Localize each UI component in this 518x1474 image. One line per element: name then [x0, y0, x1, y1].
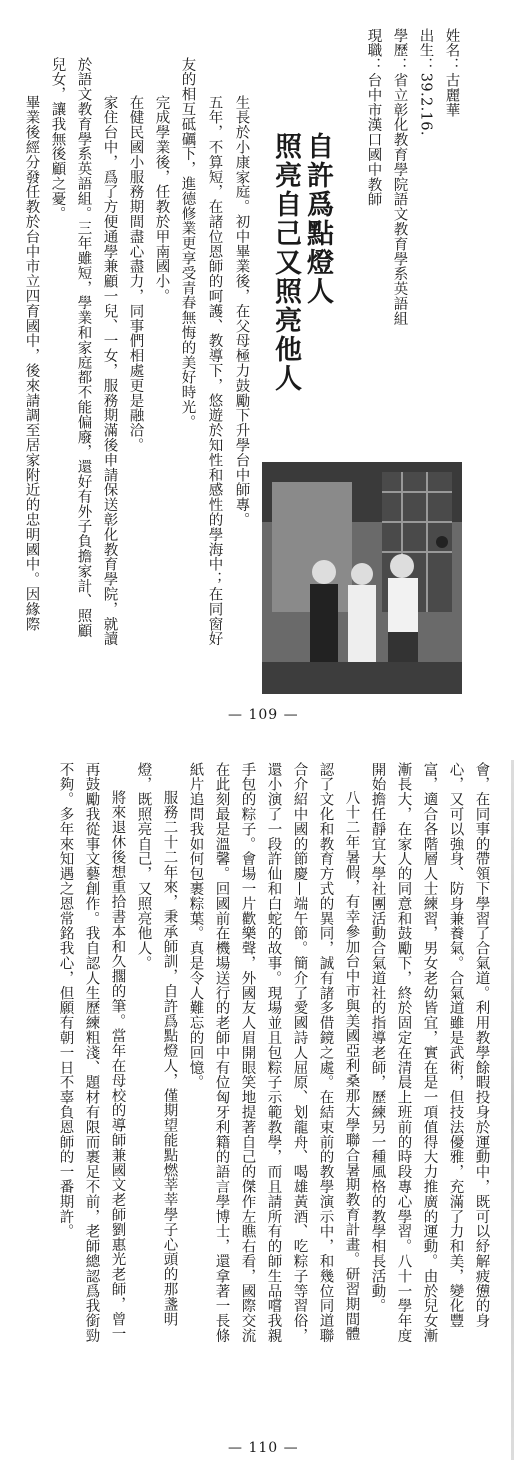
p109-body-col-8: 兒女，讓我無後顧之憂。 — [49, 57, 66, 221]
p110-col-15: 將來退休後想重拾書本和久擱的筆。當年在母校的導師兼國文老師劉惠光老師，曾一 — [109, 790, 126, 1342]
info-name: 姓名：古麗華 — [443, 28, 460, 118]
p109-body-col-1: 生長於小康家庭。初中畢業後，在父母極力鼓勵下升學台中師專。 — [233, 95, 250, 528]
p109-body-col-4: 完成學業後，任教於甲南國小。 — [153, 95, 170, 304]
p110-col-13: 服務二十二年來，秉承師訓，自許爲點燈人，僅期望能點燃莘莘學子心頭的那盞明 — [161, 790, 178, 1327]
p109-body-col-9: 畢業後經分發任教於台中市立四育國中，後來請調至居家附近的忠明國中。因緣際 — [23, 95, 40, 632]
info-current-job: 現職：台中市漢口國中教師 — [365, 28, 382, 207]
page-divider — [0, 740, 518, 741]
p109-body-col-6: 家住台中，爲了方便通學兼顧一兒、一女，服務期滿後申請保送彰化教育學院，就讀 — [101, 95, 118, 647]
p110-col-11: 在此刻最是溫馨。回國前在機場送行的老師中有位匈牙利籍的語言學博士，還拿著一長條 — [213, 762, 230, 1344]
photo-illustration — [262, 462, 462, 694]
p110-col-3: 富，適合各階層人士練習，男女老幼皆宜，實在是一項值得大力推廣的運動。由於兒女漸 — [421, 762, 438, 1344]
p110-col-6: 八十二年暑假，有幸參加台中市與美國亞利桑那大學聯合暑期教育計畫。研習期間體 — [343, 790, 360, 1342]
p110-col-14: 燈，既照亮自己，又照亮他人。 — [135, 762, 152, 971]
p109-body-col-5: 在健民國小服務期間盡心盡力，同事們相處更是融洽。 — [127, 95, 144, 453]
p110-col-16: 再鼓勵我從事文藝創作。我自認人生歷練粗淺、題材有限而裹足不前，老師總認爲我銜勁 — [83, 762, 100, 1344]
p110-col-7: 認了文化和教育方式的異同，誠有諸多借鏡之處。在結束前的教學演示中，和幾位同道聯 — [317, 762, 334, 1344]
p110-col-5: 開始擔任靜宜大學社團活動合氣道社的指導老師，歷練另一種風格的教學相長活動。 — [369, 762, 386, 1314]
p110-col-4: 漸長大，在家人的同意和鼓勵下，終於固定在清晨上班前的時段專心學習。八十一學年度 — [395, 762, 412, 1344]
p110-col-9: 還小演了一段許仙和白蛇的故事。現場並且包粽子示範教學，而且請所有的師生品嚐我親 — [265, 762, 282, 1344]
p110-col-17: 不夠。多年來知遇之恩常銘我心，但願有朝一日不辜負恩師的一番期許。 — [57, 762, 74, 1239]
page-number-109: — 109 — — [228, 707, 299, 723]
page-number-110: — 110 — — [228, 1440, 299, 1456]
p110-col-8: 合介紹中國的節慶—端午節。簡介了愛國詩人屈原、划龍舟、喝雄黃酒、吃粽子等習俗， — [291, 762, 308, 1344]
article-title-line-2: 照亮自己又照亮他人 — [270, 132, 301, 393]
article-title-line-1: 自許爲點燈人 — [302, 132, 333, 306]
p109-body-col-3: 友的相互砥礪下，進德修業更享受青春無悔的美好時光。 — [179, 57, 196, 430]
info-education: 學歷：省立彰化教育學院語文教育學系英語組 — [391, 28, 408, 326]
p109-body-col-2: 五年，不算短，在諸位恩師的呵護、教導下，悠遊於知性和感性的學海中；在同窗好 — [206, 95, 223, 647]
scan-edge-shadow — [511, 760, 514, 1460]
info-birth: 出生：39.2.16. — [417, 28, 434, 136]
portrait-photo — [262, 462, 462, 694]
p110-col-1: 會，在同事的帶領下學習了合氣道。利用教學餘暇投身於運動中，既可以紓解疲憊的身 — [473, 762, 490, 1329]
p109-body-col-7: 於語文教育學系英語組。三年雖短，學業和家庭都不能偏廢，還好有外子負擔家計、照顧 — [75, 57, 92, 639]
p110-col-2: 心，又可以強身、防身兼養氣。合氣道雖是武術，但技法優雅，充滿了力和美，變化豐 — [447, 762, 464, 1329]
p110-col-12: 紙片追問我如何包裹粽葉。真是令人難忘的回憶。 — [187, 762, 204, 1090]
p110-col-10: 手包的粽子。會場一片歡樂聲，外國友人眉開眼笑地提著自己的傑作左瞧右看，國際交流 — [239, 762, 256, 1344]
